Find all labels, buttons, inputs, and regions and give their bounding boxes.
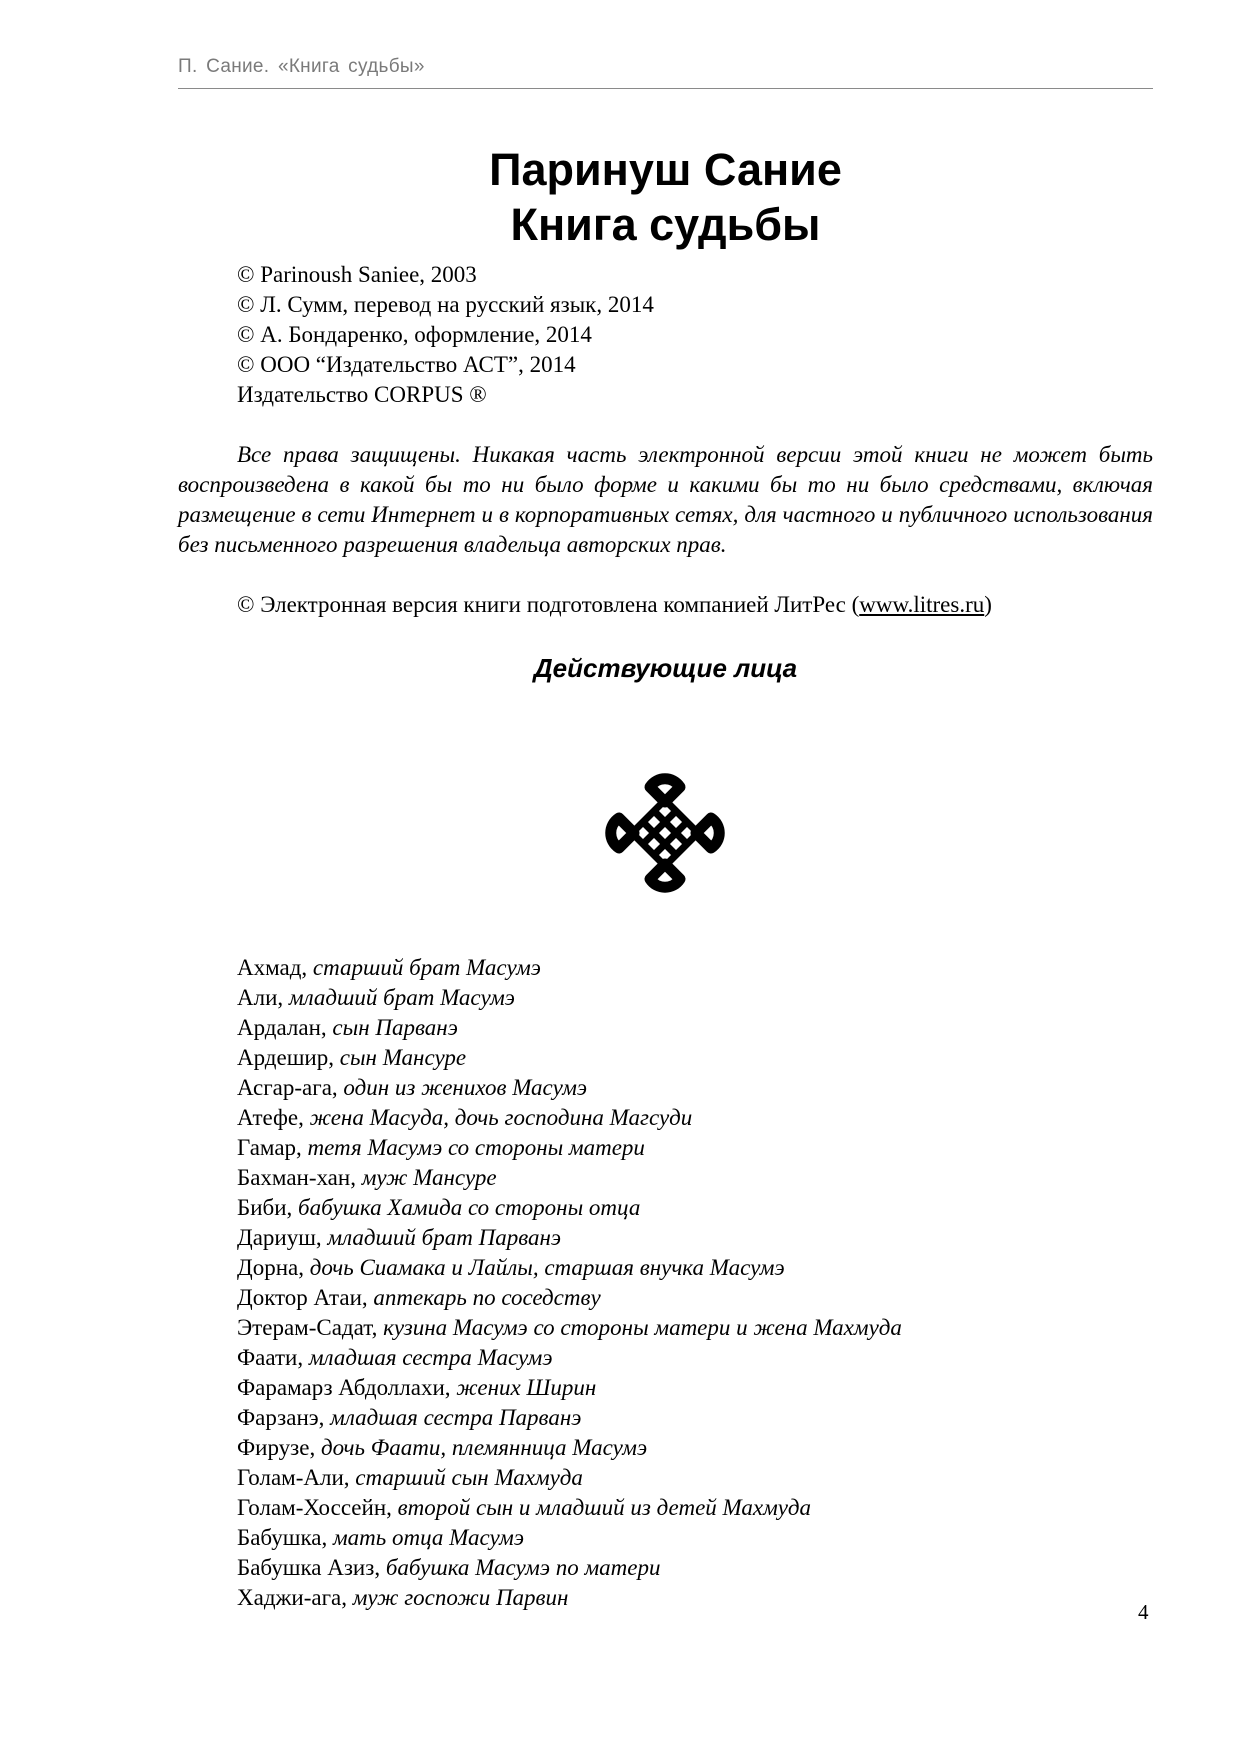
character-description: младшая сестра Парванэ — [330, 1405, 582, 1430]
character-name: Этерам-Садат — [237, 1315, 372, 1340]
list-item: Асгар-ага, один из женихов Масумэ — [237, 1075, 588, 1100]
list-item: Голам-Али, старший сын Махмуда — [237, 1465, 583, 1490]
character-description: аптекарь по соседству — [373, 1285, 601, 1310]
character-name: Фаати — [237, 1345, 298, 1370]
character-name: Фарзанэ — [237, 1405, 319, 1430]
character-name: Гамар — [237, 1135, 297, 1160]
character-description: тетя Масумэ со стороны матери — [307, 1135, 645, 1160]
characters-list — [237, 953, 902, 1613]
character-name: Фирузе — [237, 1435, 310, 1460]
list-item: Гамар, тетя Масумэ со стороны матери — [237, 1135, 645, 1160]
copyright-line: © ООО “Издательство АСТ”, 2014 — [237, 352, 576, 377]
copyright-line: © А. Бондаренко, оформление, 2014 — [237, 322, 592, 347]
character-description: старший брат Масумэ — [312, 955, 541, 980]
list-item: Биби, бабушка Хамида со стороны отца — [237, 1195, 641, 1220]
character-name: Дорна — [237, 1255, 299, 1280]
character-description: жених Ширин — [456, 1375, 597, 1400]
character-name: Бахман-хан — [237, 1165, 351, 1190]
list-item: Голам-Хоссейн, второй сын и младший из детей Махмуда — [237, 1495, 812, 1520]
character-description: бабушка Хамида со стороны отца — [298, 1195, 641, 1220]
character-description: младшая сестра Масумэ — [308, 1345, 553, 1370]
character-description: дочь Сиамака и Лайлы, старшая внучка Масумэ — [309, 1255, 785, 1280]
character-description: дочь Фаати, племянница Масумэ — [320, 1435, 648, 1460]
character-description: младший брат Масумэ — [288, 985, 515, 1010]
character-description: младший брат Парванэ — [327, 1225, 562, 1250]
character-name: Ахмад — [237, 955, 302, 980]
character-name: Голам-Али — [237, 1465, 344, 1490]
character-description: кузина Масумэ со стороны матери и жена Махмуда — [383, 1315, 902, 1340]
character-name: Ардешир — [237, 1045, 329, 1070]
character-description: жена Масуда, дочь господина Магсуди — [309, 1105, 693, 1130]
list-item: Дариуш, младший брат Парванэ — [237, 1225, 562, 1250]
list-item: Бабушка Азиз, бабушка Масумэ по матери — [237, 1555, 661, 1580]
character-name: Бабушка — [237, 1525, 322, 1550]
list-item: Ахмад, старший брат Масумэ — [237, 955, 541, 980]
author-name: Паринуш Сание — [489, 144, 842, 195]
copyright-line: © Л. Сумм, перевод на русский язык, 2014 — [237, 292, 654, 317]
page-number: 4 — [1138, 1600, 1149, 1624]
character-name: Дариуш — [237, 1225, 316, 1250]
character-name: Бабушка Азиз — [237, 1555, 375, 1580]
litres-suffix: ) — [984, 592, 992, 617]
litres-notice — [237, 590, 992, 620]
title-block — [178, 142, 1153, 252]
character-description: сын Мансуре — [339, 1045, 467, 1070]
character-name: Асгар-ага — [237, 1075, 332, 1100]
character-description: бабушка Масумэ по матери — [385, 1555, 661, 1580]
character-description: муж госпожи Парвин — [352, 1585, 569, 1610]
list-item: Хаджи-ага, муж госпожи Парвин — [237, 1585, 569, 1610]
character-name: Фарамарз Абдоллахи — [237, 1375, 445, 1400]
publisher-line: Издательство CORPUS ® — [237, 382, 487, 407]
list-item: Фарамарз Абдоллахи, жених Ширин — [237, 1375, 597, 1400]
character-name: Атефе — [237, 1105, 299, 1130]
character-name: Али — [237, 985, 278, 1010]
list-item: Бахман-хан, муж Мансуре — [237, 1165, 497, 1190]
character-name: Голам-Хоссейн — [237, 1495, 387, 1520]
litres-link[interactable]: www.litres.ru — [859, 592, 985, 617]
list-item: Бабушка, мать отца Масумэ — [237, 1525, 524, 1550]
character-name: Биби — [237, 1195, 287, 1220]
list-item: Дорна, дочь Сиамака и Лайлы, старшая внучка Масумэ — [237, 1255, 785, 1280]
list-item: Ардешир, сын Мансуре — [237, 1045, 467, 1070]
header-rule — [178, 88, 1153, 89]
list-item: Атефе, жена Масуда, дочь господина Магсуди — [237, 1105, 693, 1130]
running-header: П. Сание. «Книга судьбы» — [178, 56, 425, 77]
list-item: Али, младший брат Масумэ — [237, 985, 515, 1010]
character-name: Хаджи-ага — [237, 1585, 342, 1610]
section-heading: Действующие лица — [533, 653, 798, 683]
list-item: Фирузе, дочь Фаати, племянница Масумэ — [237, 1435, 648, 1460]
list-item: Этерам-Садат, кузина Масумэ со стороны матери и жена Махмуда — [237, 1315, 902, 1340]
character-name: Доктор Атаи — [237, 1285, 362, 1310]
list-item: Фарзанэ, младшая сестра Парванэ — [237, 1405, 582, 1430]
character-description: один из женихов Масумэ — [343, 1075, 588, 1100]
copyright-line: © Parinoush Saniee, 2003 — [237, 262, 477, 287]
list-item: Фаати, младшая сестра Масумэ — [237, 1345, 553, 1370]
book-title: Книга судьбы — [510, 199, 821, 250]
copyright-block — [237, 260, 654, 410]
character-description: старший сын Махмуда — [355, 1465, 583, 1490]
litres-prefix: © Электронная версия книги подготовлена компанией ЛитРес ( — [237, 592, 860, 617]
character-description: второй сын и младший из детей Махмуда — [397, 1495, 812, 1520]
character-description: сын Парванэ — [332, 1015, 458, 1040]
list-item: Ардалан, сын Парванэ — [237, 1015, 458, 1040]
character-description: мать отца Масумэ — [333, 1525, 524, 1550]
character-name: Ардалан — [237, 1015, 321, 1040]
rights-notice: Все права защищены. Никакая часть электронной версии этой книги не может быть воспроизведена в какой бы то ни было форме и какими бы то ни было средствами, включая размещение в сети Интернет и в корпоративных сетях, для частного и публичного использования без письменного разрешения владельца авторских прав. — [178, 442, 1153, 557]
character-description: муж Мансуре — [361, 1165, 497, 1190]
list-item: Доктор Атаи, аптекарь по соседству — [237, 1285, 601, 1310]
endless-knot-icon — [600, 768, 730, 898]
